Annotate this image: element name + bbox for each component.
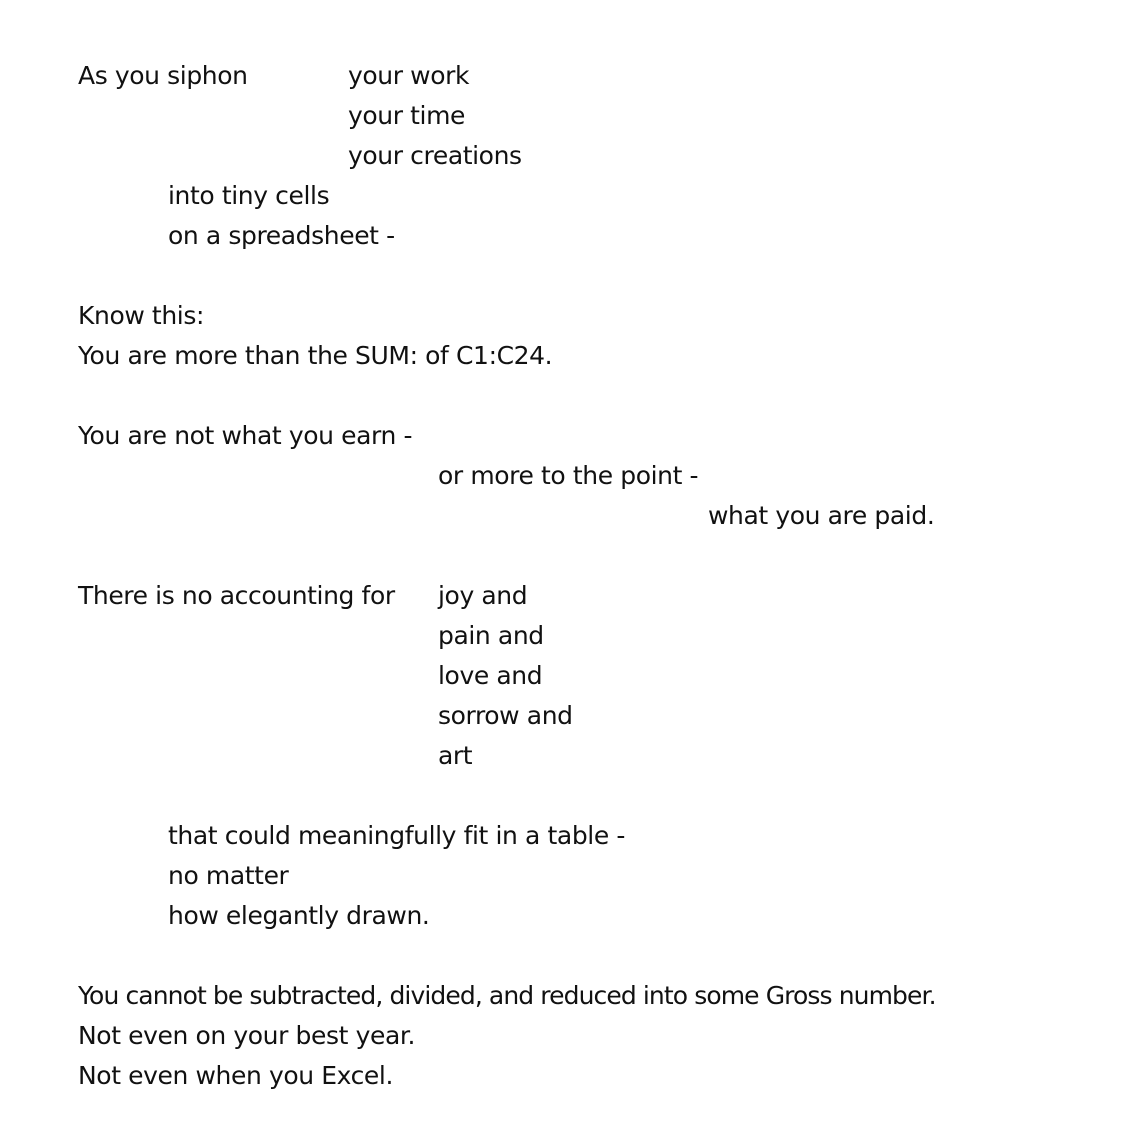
poem-line: your work: [348, 61, 470, 90]
poem-line: Not even on your best year.: [78, 1021, 415, 1050]
poem-line: your creations: [348, 141, 522, 170]
poem-line: You are more than the SUM: of C1:C24.: [78, 341, 553, 370]
poem-line: your time: [348, 101, 466, 130]
poem-line: or more to the point -: [438, 461, 699, 490]
poem-line: joy and: [438, 581, 528, 610]
poem-line: You cannot be subtracted, divided, and reduced into some Gross number.: [78, 981, 936, 1010]
poem-line: Not even when you Excel.: [78, 1061, 394, 1090]
poem-line: sorrow and: [438, 701, 573, 730]
poem-line: what you are paid.: [708, 501, 935, 530]
poem-line: As you siphon: [78, 61, 248, 90]
poem-line: into tiny cells: [168, 181, 330, 210]
poem-line: that could meaningfully fit in a table -: [168, 821, 625, 850]
poem-line: love and: [438, 661, 543, 690]
poem-line: how elegantly drawn.: [168, 901, 430, 930]
poem-line: pain and: [438, 621, 544, 650]
poem-line: You are not what you earn -: [78, 421, 413, 450]
poem-line: There is no accounting for: [78, 581, 395, 610]
poem-line: Know this:: [78, 301, 204, 330]
poem-line: art: [438, 741, 473, 770]
poem-line: on a spreadsheet -: [168, 221, 395, 250]
poem-line: no matter: [168, 861, 289, 890]
